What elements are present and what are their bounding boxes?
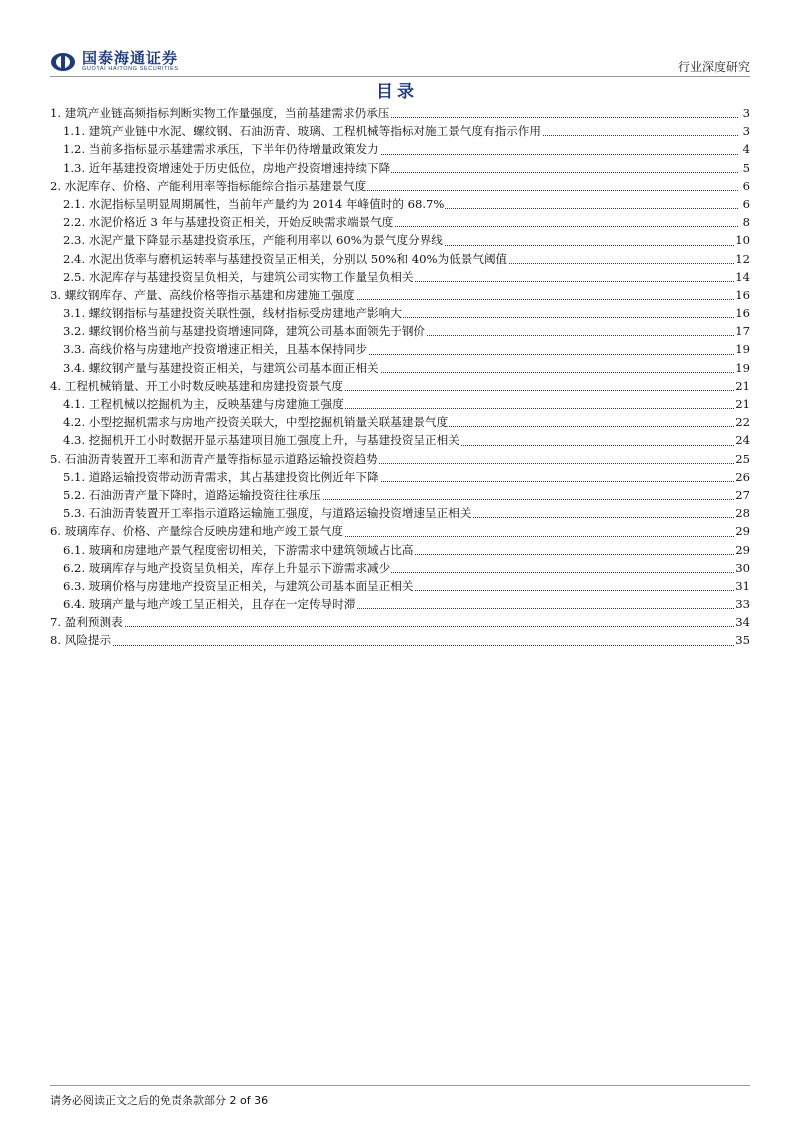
toc-entry[interactable]	[50, 213, 750, 231]
toc-entry[interactable]	[50, 559, 750, 577]
toc-entry-label: 6. 玻璃库存、价格、产量综合反映房建和地产竣工景气度	[50, 524, 343, 539]
toc-entry-page: 21	[735, 397, 750, 411]
toc-entry-label: 5.3. 石油沥青装置开工率指示道路运输施工强度，与道路运输投资增速呈正相关	[63, 506, 472, 521]
toc-entry[interactable]	[50, 450, 750, 468]
toc-entry[interactable]	[50, 322, 750, 340]
toc-entry-page: 14	[735, 269, 750, 284]
toc-entry-page: 12	[735, 251, 750, 266]
toc-entry-page: 8	[742, 215, 750, 230]
logo-chinese-name: 国泰海通证券	[82, 49, 179, 67]
toc-entry[interactable]	[50, 231, 750, 249]
toc-entry-label: 2.5. 水泥库存与基建投资呈负相关，与建筑公司实物工作量呈负相关	[63, 269, 414, 284]
toc-entry-page: 28	[735, 506, 750, 521]
toc-entry[interactable]	[50, 140, 750, 158]
toc-entry-page: 29	[735, 524, 750, 539]
toc-entry[interactable]	[50, 104, 750, 122]
logo-emblem-icon	[50, 52, 76, 72]
toc-entry[interactable]	[50, 468, 750, 486]
toc-entry-page: 5	[742, 160, 750, 175]
toc-entry-page: 29	[735, 542, 750, 557]
toc-entry-page: 33	[735, 597, 750, 612]
toc-entry[interactable]	[50, 413, 750, 431]
toc-entry-label: 3.1. 螺纹钢指标与基建投资关联性强，线材指标受房建地产影响大	[63, 306, 402, 321]
toc-entry-label: 5.2. 石油沥青产量下降时，道路运输投资往往承压	[63, 487, 321, 502]
toc-entry-label: 6.2. 玻璃库存与地产投资呈负相关，库存上升显示下游需求减少	[63, 560, 391, 575]
toc-dot-leader	[60, 626, 738, 627]
toc-entry[interactable]	[50, 304, 750, 322]
toc-entry-label: 4. 工程机械销量、开工小时数反映基建和房建投资景气度	[50, 378, 343, 393]
toc-entry-label: 8. 风险提示	[50, 633, 112, 648]
toc-entry[interactable]	[50, 595, 750, 613]
page-footer: 请务必阅读正文之后的免责条款部分 2 of 36	[50, 1094, 269, 1107]
toc-entry-page: 3	[742, 124, 750, 139]
toc-entry[interactable]	[50, 268, 750, 286]
table-of-contents	[50, 104, 750, 650]
toc-entry-label: 3. 螺纹钢库存、产量、高线价格等指示基建和房建施工强度	[50, 287, 355, 302]
toc-entry-page: 25	[735, 451, 750, 466]
report-type: 行业深度研究	[677, 60, 750, 74]
toc-entry-page: 6	[742, 196, 750, 211]
toc-entry-label: 6.1. 玻璃和房建地产景气程度密切相关，下游需求中建筑领域占比高	[63, 542, 414, 557]
toc-entry-label: 7. 盈利预测表	[50, 615, 123, 630]
toc-entry-label: 6.4. 玻璃产量与地产竣工呈正相关，且存在一定传导时滞	[63, 597, 356, 612]
toc-entry-page: 19	[735, 360, 750, 375]
toc-entry-page: 22	[735, 415, 750, 430]
toc-entry[interactable]	[50, 177, 750, 195]
toc-entry[interactable]	[50, 340, 750, 358]
toc-entry-label: 4.2. 小型挖掘机需求与房地产投资关联大，中型挖掘机销量关联基建景气度	[63, 415, 449, 430]
toc-entry[interactable]	[50, 159, 750, 177]
toc-entry[interactable]	[50, 359, 750, 377]
toc-entry-label: 5. 石油沥青装置开工率和沥青产量等指标显示道路运输投资趋势	[50, 451, 378, 466]
toc-entry[interactable]	[50, 613, 750, 631]
toc-entry[interactable]	[50, 541, 750, 559]
toc-entry-label: 1.1. 建筑产业链中水泥、螺纹钢、石油沥青、玻璃、工程机械等指标对施工景气度有指示作用	[63, 124, 541, 139]
toc-entry[interactable]	[50, 577, 750, 595]
toc-entry[interactable]	[50, 395, 750, 413]
toc-entry-label: 2.2. 水泥价格近 3 年与基建投资正相关，开始反映需求端景气度	[63, 215, 394, 230]
toc-entry[interactable]	[50, 522, 750, 540]
toc-entry[interactable]	[50, 377, 750, 395]
toc-entry-label: 3.3. 高线价格与房建地产投资增速正相关，且基本保持同步	[63, 342, 368, 357]
toc-entry[interactable]	[50, 250, 750, 268]
toc-entry-label: 2. 水泥库存、价格、产能利用率等指标能综合指示基建景气度	[50, 178, 367, 193]
toc-entry-page: 35	[735, 633, 750, 648]
toc-entry[interactable]	[50, 486, 750, 504]
toc-entry-label: 2.3. 水泥产量下降显示基建投资承压，产能利用率以 60%为景气度分界线	[63, 233, 443, 248]
toc-entry-page: 30	[735, 560, 750, 575]
toc-entry-label: 1.3. 近年基建投资增速处于历史低位，房地产投资增速持续下降	[63, 160, 391, 175]
toc-entry-page: 21	[735, 378, 750, 393]
toc-entry-label: 6.3. 玻璃价格与房建地产投资呈正相关，与建筑公司基本面呈正相关	[63, 578, 414, 593]
toc-entry-page: 16	[735, 287, 750, 302]
toc-entry[interactable]	[50, 122, 750, 140]
toc-entry-label: 5.1. 道路运输投资带动沥青需求，其占基建投资比例近年下降	[63, 469, 379, 484]
toc-title: 目录	[376, 82, 418, 102]
toc-entry-page: 19	[735, 342, 750, 357]
toc-entry-page: 3	[742, 106, 750, 120]
footer-divider	[50, 1085, 750, 1086]
toc-entry-label: 1. 建筑产业链高频指标判断实物工作量强度，当前基建需求仍承压	[50, 106, 390, 120]
toc-entry-label: 4.3. 挖掘机开工小时数据开显示基建项目施工强度上升，与基建投资呈正相关	[63, 433, 460, 448]
toc-entry-page: 26	[735, 469, 750, 484]
toc-entry-page: 17	[735, 324, 750, 339]
toc-entry[interactable]	[50, 286, 750, 304]
toc-dot-leader	[60, 645, 738, 646]
toc-entry-page: 34	[735, 615, 750, 630]
toc-entry-page: 27	[735, 487, 750, 502]
toc-entry-label: 3.2. 螺纹钢价格当前与基建投资增速同降，建筑公司基本面领先于钢价	[63, 324, 426, 339]
company-logo	[50, 50, 179, 73]
toc-entry-page: 24	[735, 433, 750, 448]
toc-entry[interactable]	[50, 504, 750, 522]
toc-entry-label: 4.1. 工程机械以挖掘机为主，反映基建与房建施工强度	[63, 397, 344, 411]
toc-entry[interactable]	[50, 195, 750, 213]
page-header	[50, 44, 750, 78]
toc-entry-label: 1.2. 当前多指标显示基建需求承压，下半年仍待增量政策发力	[63, 142, 379, 157]
toc-entry-label: 2.1. 水泥指标呈明显周期属性，当前年产量约为 2014 年峰值时的 68.7%	[63, 196, 445, 211]
toc-entry-label: 3.4. 螺纹钢产量与基建投资正相关，与建筑公司基本面正相关	[63, 360, 379, 375]
toc-entry-page: 16	[735, 306, 750, 321]
toc-entry-page: 6	[742, 178, 750, 193]
toc-entry[interactable]	[50, 631, 750, 649]
toc-entry[interactable]	[50, 431, 750, 449]
toc-entry-label: 2.4. 水泥出货率与磨机运转率与基建投资呈正相关，分别以 50%和 40%为低景气阈值	[63, 251, 508, 266]
logo-english-name: GUOTAI HAITONG SECURITIES	[82, 66, 179, 72]
toc-entry-page: 31	[735, 578, 750, 593]
toc-entry-page: 4	[742, 142, 750, 157]
toc-entry-page: 10	[735, 233, 750, 248]
